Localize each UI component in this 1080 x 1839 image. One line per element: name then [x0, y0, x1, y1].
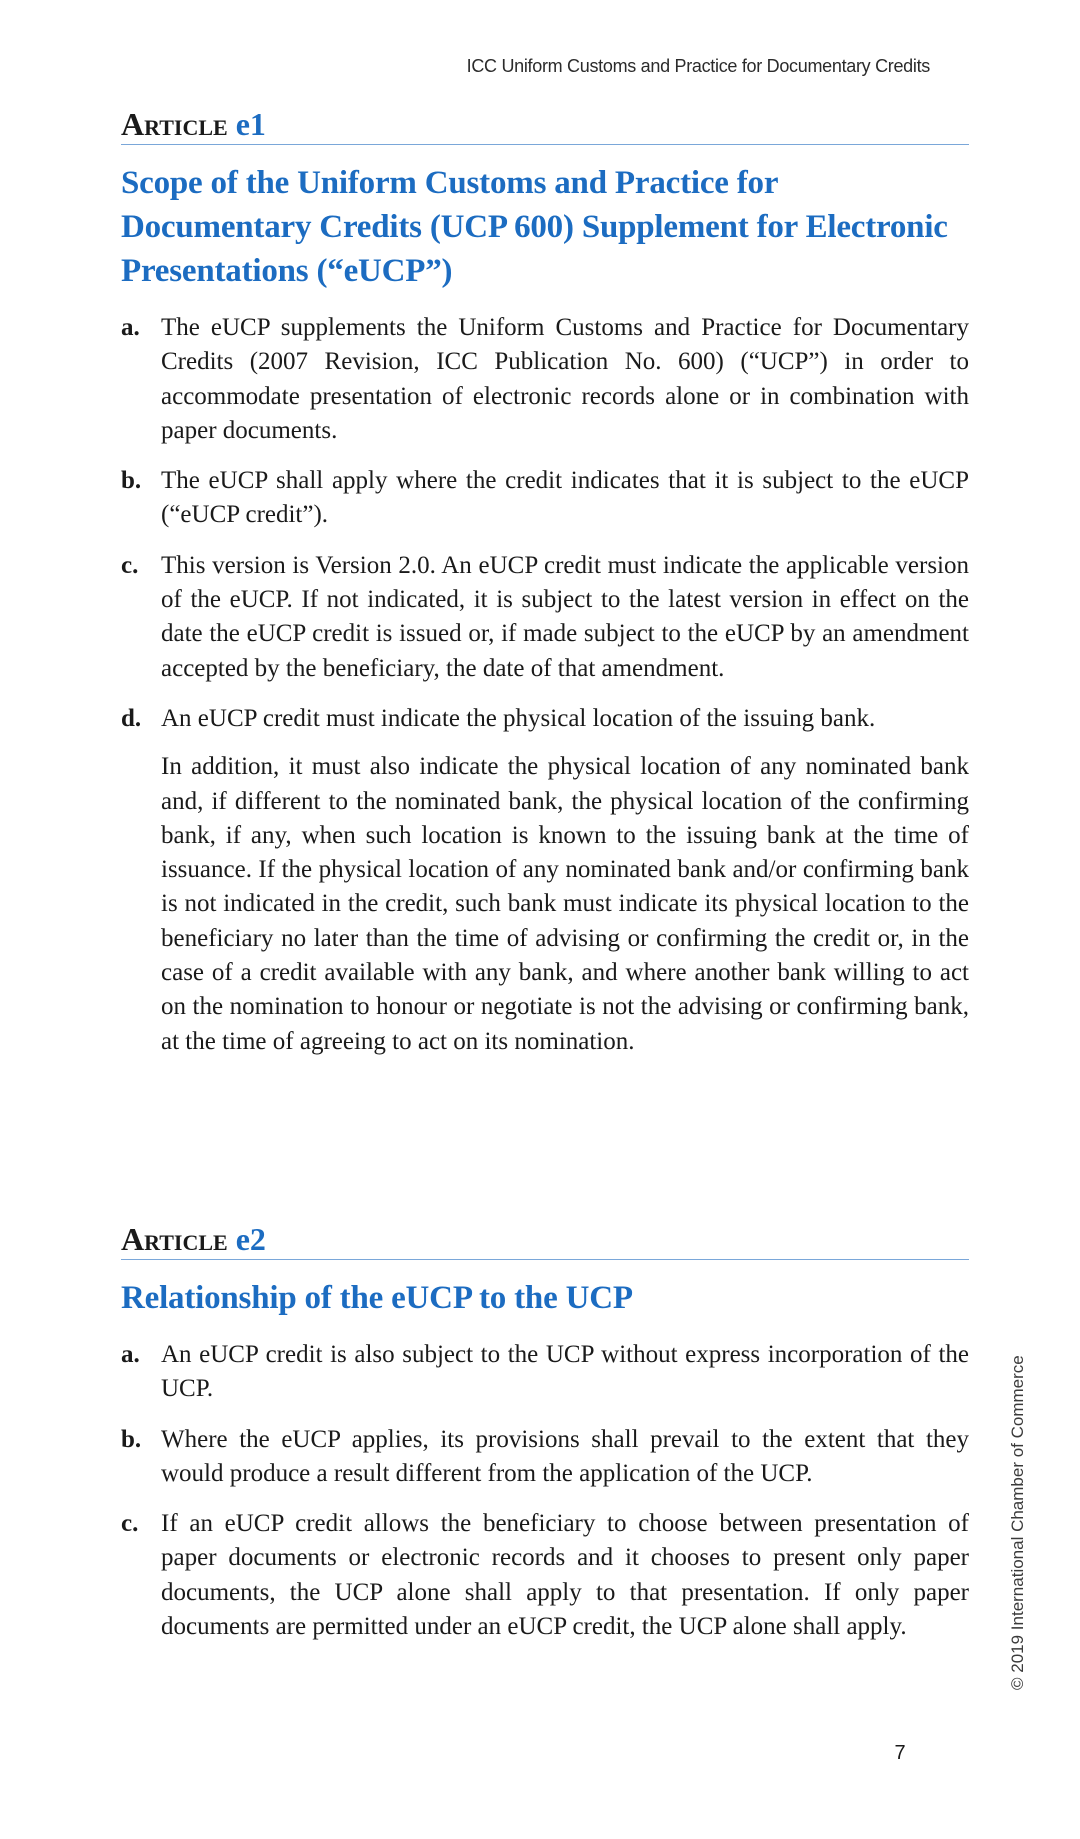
item-letter: d. [121, 704, 142, 732]
item-paragraph: Where the eUCP applies, its provisions shall prevail to the extent that they would produce a result different from the application of the UCP. [161, 1425, 969, 1487]
item-letter: b. [121, 1425, 142, 1453]
article-label [121, 1223, 969, 1260]
item-body [161, 311, 969, 448]
item-paragraph: An eUCP credit is also subject to the UCP without express incorporation of the UCP. [161, 1341, 969, 1403]
article-item-a [121, 1338, 969, 1407]
article-item-d [121, 702, 969, 1059]
running-head: ICC Uniform Customs and Practice for Documentary Credits [466, 56, 930, 76]
item-body [161, 1338, 969, 1407]
item-paragraph: In addition, it must also indicate the physical location of any nominated bank and, if different to the nominated bank, the physical location of the confirming bank, if any, when such location is known to the issuing bank at the time of issuance. If the physical location of any nominated bank and/or confirming bank is not indicated in the credit, such bank must indicate its physical location to the beneficiary no later than the time of advising or confirming the credit or, in the case of a credit available with any bank, and where another bank willing to act on the nomination to honour or negotiate is not the advising or confirming bank, at the time of agreeing to act on its nomination. [161, 753, 969, 1055]
article-item-b [121, 1423, 969, 1492]
article-label-word: Article [121, 1221, 228, 1257]
item-paragraph: An eUCP credit must indicate the physical location of the issuing bank. [161, 704, 876, 732]
page-number: 7 [894, 1742, 906, 1764]
item-letter: a. [121, 1341, 140, 1368]
article-e2 [121, 1223, 969, 1660]
article-item-a [121, 311, 969, 448]
article-item-c [121, 549, 969, 686]
article-title: Scope of the Uniform Customs and Practice for Documentary Credits (UCP 600) Supplement for Electronic Presentations (“eUCP”) [121, 165, 948, 289]
article-number: e2 [235, 1221, 266, 1257]
article-item-b [121, 464, 969, 533]
article-label [121, 108, 969, 145]
item-paragraph: If an eUCP credit allows the beneficiary to choose between presentation of paper documents or electronic records and it chooses to present only paper documents, the UCP alone shall apply to that presentation. If only paper documents are permitted under an eUCP credit, the UCP alone shall apply. [161, 1510, 969, 1641]
item-letter: c. [121, 1510, 139, 1538]
item-body [161, 1423, 969, 1492]
article-label-word: Article [121, 106, 228, 142]
item-paragraph: The eUCP shall apply where the credit indicates that it is subject to the eUCP (“eUCP credit”). [161, 467, 969, 529]
article-title: Relationship of the eUCP to the UCP [121, 1280, 633, 1316]
item-paragraph: This version is Version 2.0. An eUCP credit must indicate the applicable version of the eUCP. If not indicated, it is subject to the latest version in effect on the date the eUCP credit is issued or, if made subject to the eUCP by an amendment accepted by the beneficiary, the date of that amendment. [161, 551, 969, 682]
article-item-c [121, 1507, 969, 1644]
article-items [121, 1338, 969, 1644]
article-number: e1 [235, 106, 266, 142]
item-paragraph: The eUCP supplements the Uniform Customs and Practice for Documentary Credits (2007 Revision, ICC Publication No. 600) (“UCP”) in order to accommodate presentation of electronic records alone or in combination with paper documents. [161, 314, 969, 444]
item-letter: c. [121, 551, 139, 579]
item-letter: b. [121, 467, 142, 495]
item-body [161, 549, 969, 686]
item-letter: a. [121, 314, 140, 341]
item-body [161, 1507, 969, 1644]
side-copyright: © 2019 International Chamber of Commerce [1008, 1355, 1027, 1690]
article-items [121, 311, 969, 1059]
item-body [161, 464, 969, 533]
item-body [161, 702, 969, 1059]
article-e1 [121, 108, 969, 1075]
